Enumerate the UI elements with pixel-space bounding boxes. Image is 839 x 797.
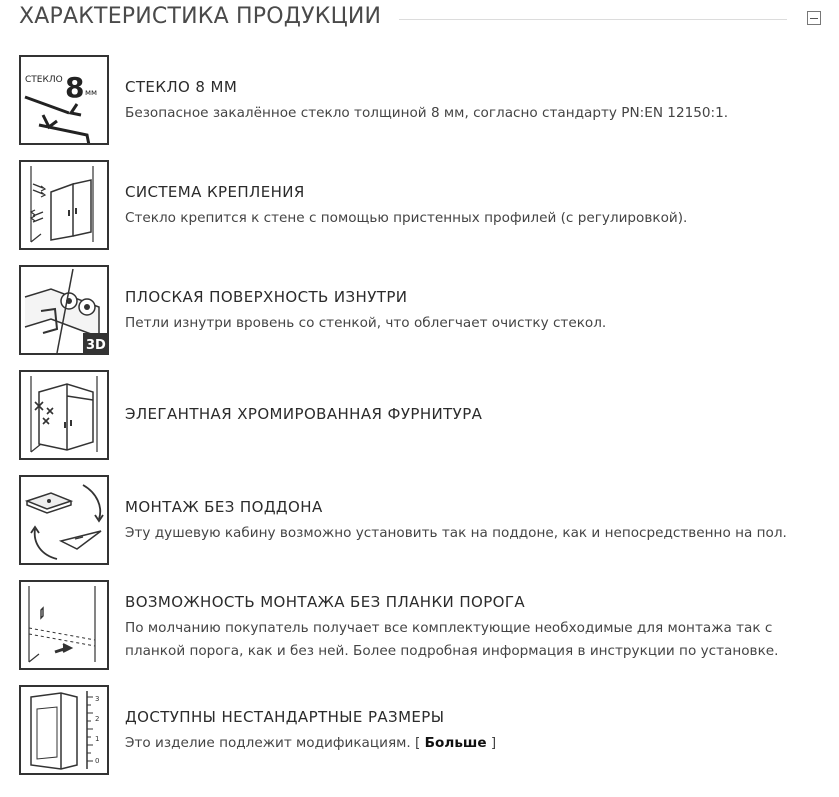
flat-hinge-icon	[19, 265, 109, 355]
feature-no-tray-installation	[19, 475, 829, 567]
ruler-mark-0: 0	[95, 757, 100, 765]
more-link[interactable]: Больше	[424, 735, 487, 751]
feature-description: По молчанию покупатель получает все комплектующие необходимые для монтажа так с планкой порога, как и без ней. Более подробная информация в инструкции по установке.	[125, 620, 779, 659]
feature-title: СИСТЕМА КРЕПЛЕНИЯ	[125, 183, 305, 201]
badge-3d: 3D	[86, 338, 106, 353]
feature-description: Петли изнутри вровень со стенкой, что облегчает очистку стекол.	[125, 315, 607, 331]
feature-description: Безопасное закалённое стекло толщиной 8 мм, согласно стандарту PN:EN 12150:1.	[125, 105, 729, 121]
collapse-icon[interactable]	[807, 11, 821, 25]
glass-icon-number: 8	[65, 71, 85, 104]
section-header	[0, 0, 839, 40]
feature-mounting-system	[19, 160, 829, 252]
ruler-mark-2: 2	[95, 715, 100, 723]
feature-title: СТЕКЛО 8 ММ	[125, 78, 238, 96]
feature-title: ДОСТУПНЫ НЕСТАНДАРТНЫЕ РАЗМЕРЫ	[125, 708, 445, 726]
more-link-open-bracket: [	[415, 735, 421, 751]
feature-flat-surface	[19, 265, 829, 357]
feature-description: Стекло крепится к стене с помощью пристенных профилей (с регулировкой).	[125, 210, 688, 226]
threshold-strip-icon	[19, 580, 109, 670]
wall-profile-icon	[19, 160, 109, 250]
more-link-close-bracket: ]	[490, 735, 497, 751]
feature-title: ВОЗМОЖНОСТЬ МОНТАЖА БЕЗ ПЛАНКИ ПОРОГА	[125, 593, 526, 611]
feature-title: ПЛОСКАЯ ПОВЕРХНОСТЬ ИЗНУТРИ	[125, 288, 408, 306]
chrome-fittings-icon	[19, 370, 109, 460]
install-without-tray-icon	[19, 475, 109, 565]
feature-no-threshold	[19, 580, 829, 672]
feature-description	[125, 732, 825, 755]
custom-size-ruler-icon	[19, 685, 109, 775]
feature-title: ЭЛЕГАНТНАЯ ХРОМИРОВАННАЯ ФУРНИТУРА	[125, 405, 483, 423]
feature-description: Эту душевую кабину возможно установить так на поддоне, как и непосредственно на пол.	[125, 525, 787, 541]
ruler-mark-3: 3	[95, 695, 100, 703]
ruler-mark-1: 1	[95, 735, 100, 743]
feature-glass-8mm	[19, 55, 829, 147]
glass-icon-label: СТЕКЛО	[25, 75, 63, 85]
section-title: ХАРАКТЕРИСТИКА ПРОДУКЦИИ	[19, 4, 382, 29]
feature-custom-sizes	[19, 685, 829, 777]
feature-title: МОНТАЖ БЕЗ ПОДДОНА	[125, 498, 323, 516]
feature-chrome-fittings	[19, 370, 829, 462]
header-divider	[399, 19, 787, 20]
feature-description-text: Это изделие подлежит модификациям.	[125, 735, 411, 751]
glass-icon-unit: мм	[85, 88, 98, 97]
glass-thickness-icon	[19, 55, 109, 145]
